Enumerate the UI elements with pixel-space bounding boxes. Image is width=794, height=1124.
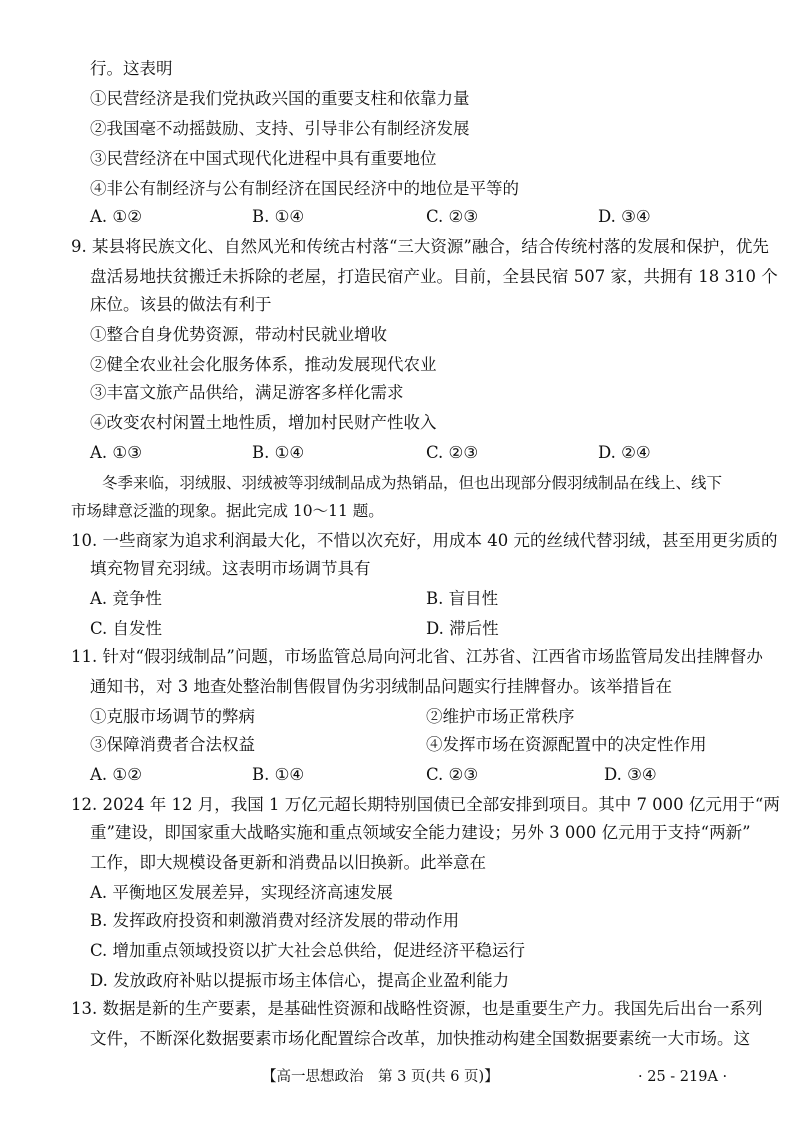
q9-option-b: B. ①④ xyxy=(252,443,305,462)
q8-option-a: A. ①② xyxy=(90,207,142,226)
q13-stem-line-2: 文件，不断深化数据要素市场化配置综合改革，加快推动构建全国数据要素统一大市场。这 xyxy=(90,1029,750,1048)
q9-item-1: ①整合自身优势资源，带动村民就业增收 xyxy=(90,325,387,344)
q9-item-2: ②健全农业社会化服务体系，推动发展现代农业 xyxy=(90,355,437,374)
q11-option-a: A. ①② xyxy=(90,765,142,784)
q10-option-a: A. 竞争性 xyxy=(90,589,162,608)
footer-code: · 25 - 219A · xyxy=(638,1069,728,1085)
q8-stem-end: 行。这表明 xyxy=(90,59,173,78)
q9-item-3: ③丰富文旅产品供给，满足游客多样化需求 xyxy=(90,383,404,402)
q12-stem-line-2: 重”建设，即国家重大战略实施和重点领域安全能力建设；另外 3 000 亿元用于支持“两新” xyxy=(90,823,751,842)
q8-option-d: D. ③④ xyxy=(598,207,651,226)
q9-stem-line-3: 床位。该县的做法有利于 xyxy=(90,295,272,314)
q12-option-b: B. 发挥政府投资和刺激消费对经济发展的带动作用 xyxy=(90,911,460,930)
material-line-2: 市场肆意泛滥的现象。据此完成 10～11 题。 xyxy=(71,502,384,520)
q8-item-3: ③民营经济在中国式现代化进程中具有重要地位 xyxy=(90,149,437,168)
q8-item-4: ④非公有制经济与公有制经济在国民经济中的地位是平等的 xyxy=(90,179,519,198)
q12-option-d: D. 发放政府补贴以提振市场主体信心，提高企业盈利能力 xyxy=(90,971,510,990)
q10-stem-line-2: 填充物冒充羽绒。这表明市场调节具有 xyxy=(90,559,371,578)
q9-option-a: A. ①③ xyxy=(90,443,142,462)
q9-stem-line-2: 盘活易地扶贫搬迁未拆除的老屋，打造民宿产业。目前，全县民宿 507 家，共拥有 18 310 个 xyxy=(90,267,778,286)
q12-option-a: A. 平衡地区发展差异，实现经济高速发展 xyxy=(90,883,393,902)
q12-option-c: C. 增加重点领域投资以扩大社会总供给，促进经济平稳运行 xyxy=(90,941,526,960)
q9-option-c: C. ②③ xyxy=(426,443,479,462)
q11-option-b: B. ①④ xyxy=(252,765,305,784)
q8-option-b: B. ①④ xyxy=(252,207,305,226)
q9-stem-line-1: 9. 某县将民族文化、自然风光和传统古村落“三大资源”融合，结合传统村落的发展和保护，优先 xyxy=(71,237,769,256)
q10-option-b: B. 盲目性 xyxy=(426,589,499,608)
q8-item-1: ①民营经济是我们党执政兴国的重要支柱和依靠力量 xyxy=(90,89,470,108)
q11-stem-line-1: 11. 针对“假羽绒制品”问题，市场监管总局向河北省、江苏省、江西省市场监管局发出挂牌督办 xyxy=(71,647,763,666)
q11-item-1: ①克服市场调节的弊病 xyxy=(90,707,255,726)
footer-title: 【高一思想政治 第 3 页(共 6 页)】 xyxy=(262,1069,499,1085)
q11-item-3: ③保障消费者合法权益 xyxy=(90,735,255,754)
q13-stem-line-1: 13. 数据是新的生产要素，是基础性资源和战略性资源，也是重要生产力。我国先后出台一系列 xyxy=(71,999,763,1018)
q11-option-c: C. ②③ xyxy=(426,765,479,784)
q10-option-d: D. 滞后性 xyxy=(426,619,499,638)
q9-option-d: D. ②④ xyxy=(598,443,651,462)
q11-item-2: ②维护市场正常秩序 xyxy=(426,707,575,726)
q8-option-c: C. ②③ xyxy=(426,207,479,226)
q12-stem-line-3: 工作，即大规模设备更新和消费品以旧换新。此举意在 xyxy=(90,853,486,872)
q11-option-d: D. ③④ xyxy=(604,765,657,784)
q11-stem-line-2: 通知书，对 3 地查处整治制售假冒伪劣羽绒制品问题实行挂牌督办。该举措旨在 xyxy=(90,677,672,696)
material-line-1: 冬季来临，羽绒服、羽绒被等羽绒制品成为热销品，但也出现部分假羽绒制品在线上、线下 xyxy=(102,474,723,492)
q10-option-c: C. 自发性 xyxy=(90,619,163,638)
q11-item-4: ④发挥市场在资源配置中的决定性作用 xyxy=(426,735,707,754)
q12-stem-line-1: 12. 2024 年 12 月，我国 1 万亿元超长期特别国债已全部安排到项目。其中 7 000 亿元用于“两 xyxy=(71,795,780,814)
q8-item-2: ②我国毫不动摇鼓励、支持、引导非公有制经济发展 xyxy=(90,119,470,138)
q10-stem-line-1: 10. 一些商家为追求利润最大化，不惜以次充好，用成本 40 元的丝绒代替羽绒，甚至用更劣质的 xyxy=(71,531,778,550)
q9-item-4: ④改变农村闲置土地性质，增加村民财产性收入 xyxy=(90,413,437,432)
